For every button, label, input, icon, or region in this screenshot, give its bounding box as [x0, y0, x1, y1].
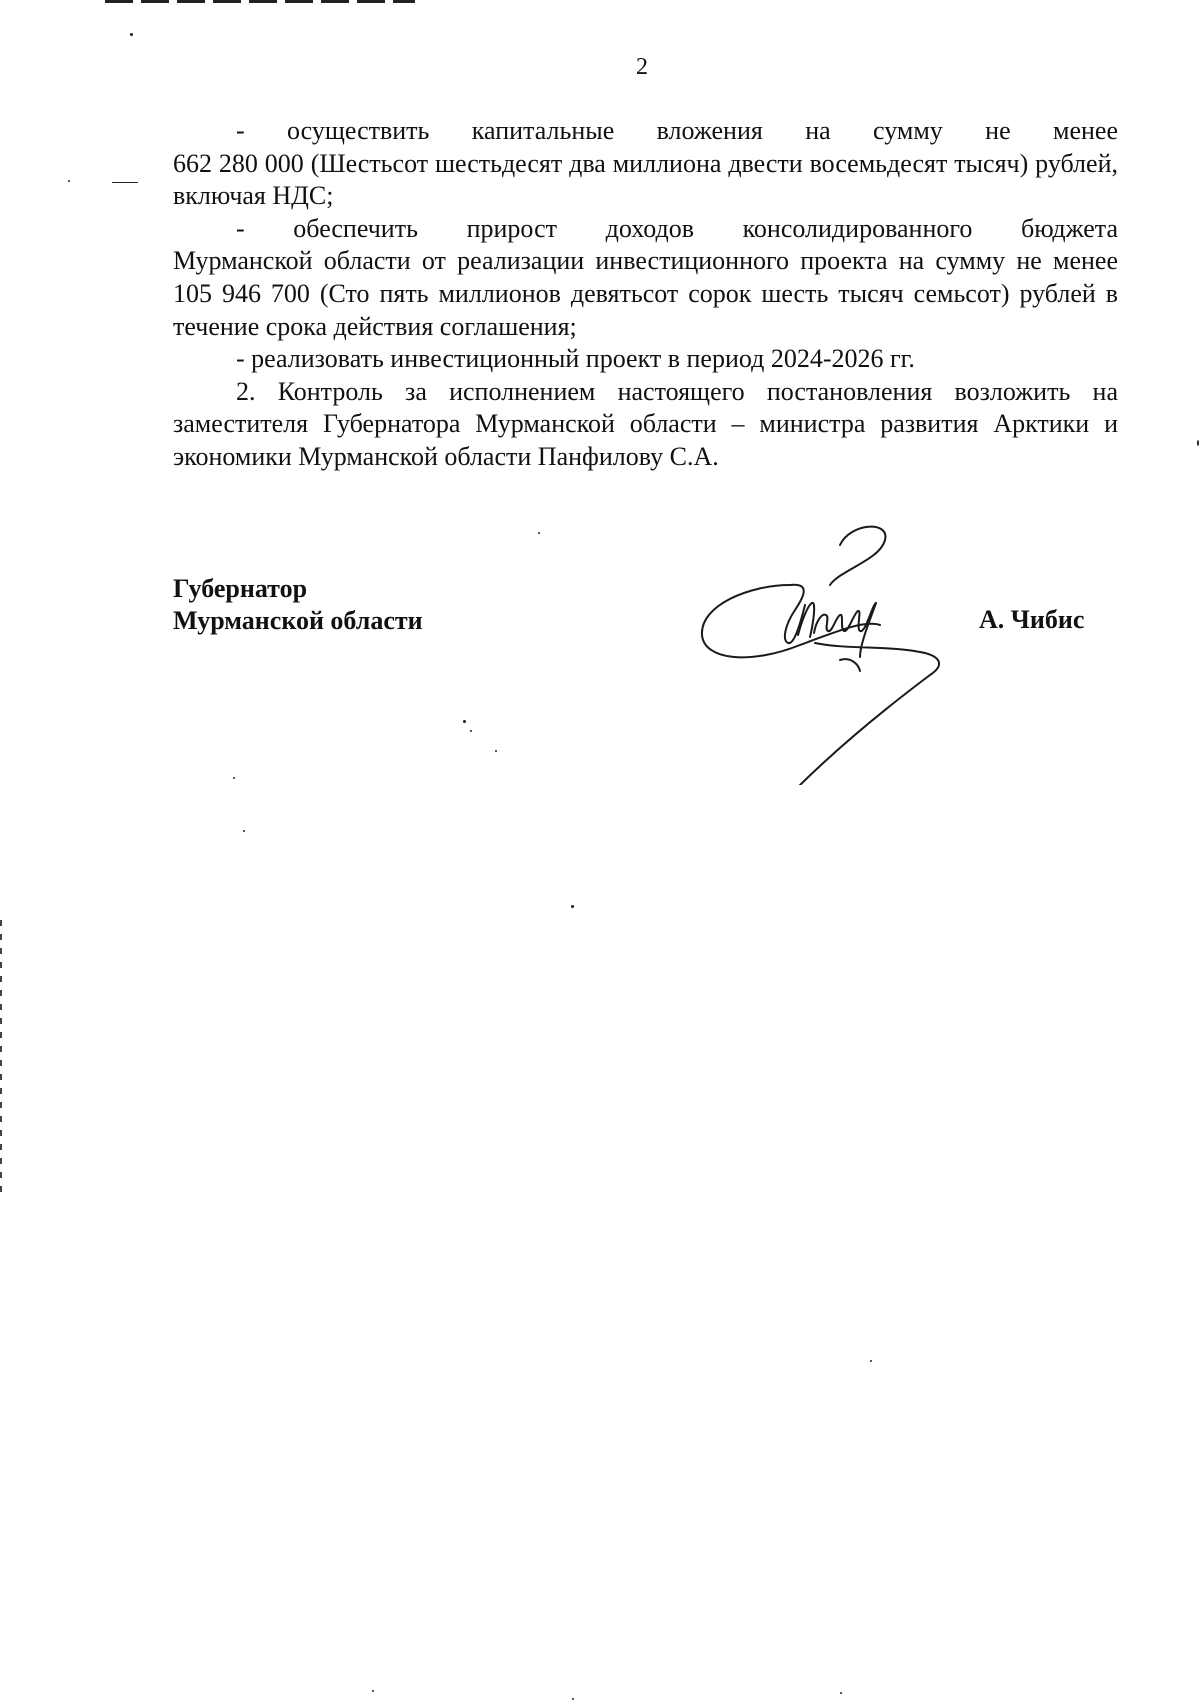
item-1-first-line: - осуществить капитальные вложения на сумму не менее [236, 116, 1118, 145]
scan-speck [1197, 440, 1199, 446]
item-2-first-line: - обеспечить прирост доходов консолидированного бюджета [236, 213, 1118, 243]
scan-artifact [105, 0, 415, 3]
scan-speck [233, 777, 235, 779]
item-1-continuation: 662 280 000 (Шестьсот шестьдесят два миллиона двести восемьдесят тысяч) рублей, включая НДС; [173, 148, 1118, 211]
scan-speck [495, 750, 497, 752]
paragraph-2: 2. Контроль за исполнением настоящего постановления возложить на заместителя Губернатора Мурманской области – министра развития Арктики и экономики Мурманской области Панфилову С.А. [173, 376, 1118, 471]
signatory-title [173, 573, 423, 637]
page-number: 2 [636, 54, 648, 80]
item-3: - реализовать инвестиционный проект в период 2024-2026 гг. [236, 344, 915, 374]
scan-speck [870, 1360, 872, 1362]
scan-speck [130, 33, 133, 36]
scan-speck [372, 1690, 374, 1692]
scan-speck [463, 720, 466, 723]
handwritten-signature [690, 525, 970, 785]
scan-speck [840, 1692, 842, 1694]
signatory-title-line-1: Губернатор [173, 574, 308, 603]
scan-speck [538, 532, 540, 534]
scan-speck [243, 830, 245, 832]
item-2-continuation: Мурманской области от реализации инвестиционного проекта на сумму не менее 105 946 700 (Сто пять миллионов девятьсот сорок шесть тысяч семьсот) рублей в течение срока действия соглашения; [173, 246, 1118, 341]
scan-speck [68, 180, 70, 182]
scan-speck [470, 730, 472, 732]
signatory-title-line-2: Мурманской области [173, 606, 423, 635]
scan-speck [572, 1698, 574, 1700]
document-body [173, 115, 1118, 474]
scan-speck [571, 905, 574, 908]
signatory-name: А. Чибис [979, 605, 1085, 634]
scan-speck [112, 182, 138, 183]
scan-edge [0, 920, 2, 1200]
